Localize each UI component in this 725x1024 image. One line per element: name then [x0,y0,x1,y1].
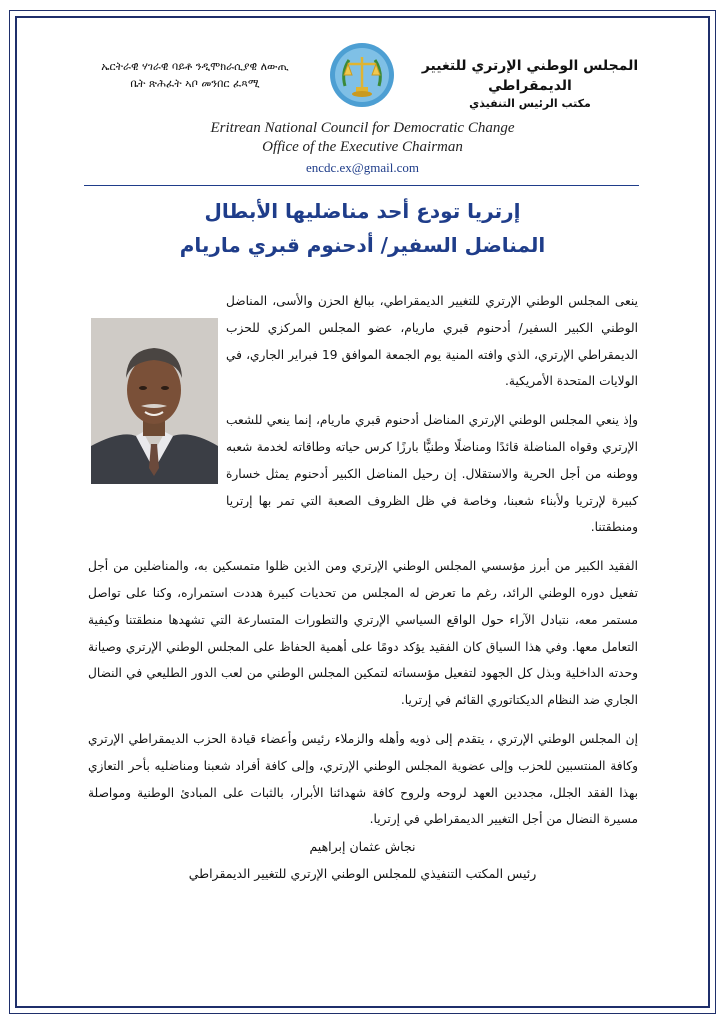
signatory-position: رئيس المكتب التنفيذي للمجلس الوطني الإرتري للتغيير الديمقراطي [188,866,537,881]
english-office-name: Office of the Executive Chairman [262,139,463,155]
tigrinya-org-name: ኤርትራዊ ሃገራዊ ባይቶ ንዲሞክራሲያዊ ለውጢ [101,60,289,73]
document-title: إرتريا تودع أحد مناضليها الأبطال [204,199,521,223]
header-divider [84,185,639,186]
contact-email[interactable]: encdc.ex@gmail.com [305,160,420,175]
body-text [88,288,638,845]
arabic-header [395,56,665,112]
tigrinya-header [60,58,330,92]
scales-of-justice-emblem-icon [329,42,395,108]
english-org-name: Eritrean National Council for Democratic Change [210,120,515,136]
tigrinya-office-name: ቤት ጽሕፈት ኣቦ መንበር ፈጻሚ [130,77,260,90]
arabic-org-name: المجلس الوطني الإرتري للتغيير الديمقراطي [421,58,639,94]
photo-spacer [88,314,226,520]
arabic-office-name: مكتب الرئيس التنفيذي [469,97,591,110]
document-subtitle: المناضل السفير/ أدحنوم قبري ماريام [179,233,546,257]
paragraph-1: ينعى المجلس الوطني الإرتري للتغيير الديمقراطي، ببالغ الحزن والأسى، المناضل الوطني الكبير السفير/ أدحنوم قبري ماريام، عضو المجلس المركزي للحزب الديمقراطي الإرتري، الذي وافته المنية يوم الجمعة الموافق 19 فبراير الجاري، في الولايات المتحدة الأمريكية. [226,294,638,389]
paragraph-2: وإذ ينعي المجلس الوطني الإرتري المناضل أدحنوم قبري ماريام، إنما ينعي للشعب الإرتري وقواه المناضلة قائدًا ومناضلًا وطنيًّا بارزًا كرس حياته وطاقاته لخدمة شعبه ووطنه من أجل الحرية والاستقلال. إن رحيل المناضل الكبير أدحنوم يمثل خسارة كبيرة لإرتريا ولأبناء شعبنا، وخاصة في ظل الظروف الصعبة التي تمر بها إرتريا ومنطقتنا. [226,413,638,535]
paragraph-4: إن المجلس الوطني الإرتري ، يتقدم إلى ذويه وأهله والزملاء رئيس وأعضاء قيادة الحزب الديمقراطي الإرتري وكافة المنتسبين للحزب وإلى عضوية المجلس الوطني الإرتري، وإلى كافة أفراد شعبنا ومناضليه بأحر التعازي بهذا الفقد الجلل، مجددين العهد لروحه ولروح كافة شهدائنا الأبرار، بالثبات على المبادئ الوطنية ومواصلة مسيرة النضال من أجل التغيير الديمقراطي في إرتريا. [88,731,638,827]
signatory-name: نجاش عثمان إبراهيم [309,839,416,854]
paragraph-3: الفقيد الكبير من أبرز مؤسسي المجلس الوطني الإرتري ومن الذين ظلوا متمسكين به، والمناضلين من أجل تفعيل دوره الوطني الرائد، رغم ما تعرض له المجلس من تحديات كبيرة هددت استمراره، وكنا على تواصل مستمر معه، نتبادل الآراء حول الواقع السياسي الإرتري والتطورات المتسارعة التي تشهدها منطقتنا وكيفية التعامل معها. وفي هذا السياق كان الفقيد يؤكد دومًا على أهمية الحفاظ على المجلس الوطني الإرتري وصيانة وحدته الداخلية وبذل كل الجهود لتفعيل مؤسساته لتمكين المجلس الوطني من لعب الدور الطليعي في النضال الجاري ضد النظام الديكتاتوري القائم في إرتريا. [88,559,638,708]
